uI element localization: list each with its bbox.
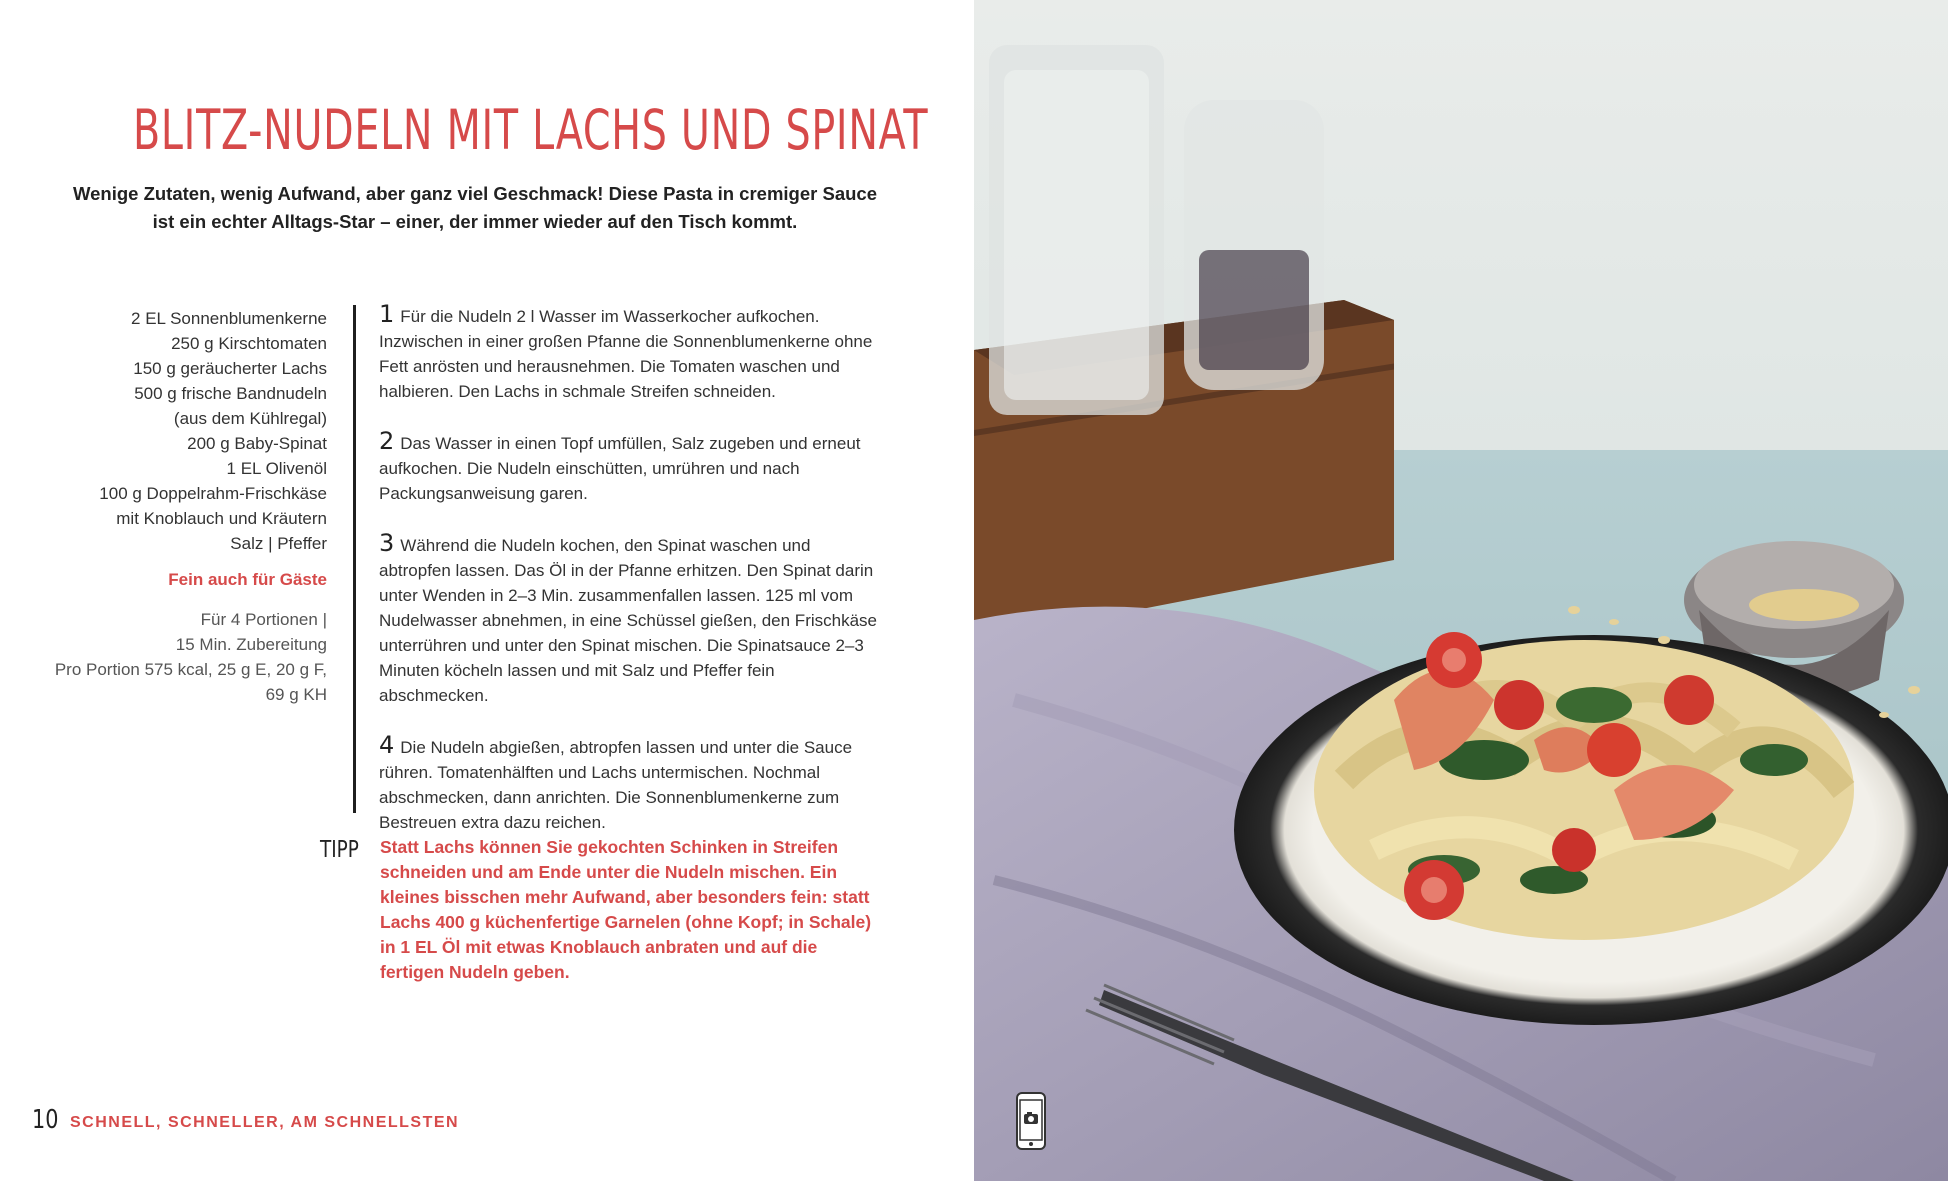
recipe-title: BLITZ-NUDELN MIT LACHS UND SPINAT [133, 98, 929, 162]
prep-time: 15 Min. Zubereitung [175, 635, 327, 654]
ingredient-item: 2 EL Sonnenblumenkerne [131, 309, 327, 328]
step-text: Das Wasser in einen Topf umfüllen, Salz zugeben und erneut aufkochen. Die Nudeln einschütten, umrühren und nach Packungsanweisung garen. [379, 434, 861, 503]
tip-text: Statt Lachs können Sie gekochten Schinken in Streifen schneiden und am Ende unter die Nudeln mischen. Ein kleines bisschen mehr Aufwand, aber besonders fein: statt Lachs 400 g küchenfertige Garnelen (ohne Kopf; in Schale) in 1 EL Öl mit etwas Knoblauch anbraten und auf die fertigen Nudeln geben. [380, 837, 872, 982]
step-2 [379, 429, 884, 506]
step-number: 3 [379, 529, 395, 557]
ingredient-item: 500 g frische Bandnudeln [134, 384, 327, 403]
ingredient-item: 100 g Doppelrahm-Frischkäse [99, 484, 327, 503]
step-text: Während die Nudeln kochen, den Spinat waschen und abtropfen lassen. Das Öl in der Pfanne erhitzen. Den Spinat darin unter Wenden in 2–3 Min. zusammenfallen lassen. 125 ml vom Nudelwasser abnehmen, in eine Schüssel gießen, den Frischkäse unterrühren und unter den Spinat mischen. Die Spinatsauce 2–3 Minuten köcheln lassen und mit Salz und Pfeffer fein abschmecken. [379, 536, 877, 705]
page-number: 10 [32, 1105, 59, 1135]
ingredient-item: 150 g geräucherter Lachs [133, 359, 327, 378]
step-list [379, 302, 884, 860]
step-1 [379, 302, 884, 404]
step-number: 1 [379, 300, 395, 328]
recipe-photo [974, 0, 1948, 1181]
ingredient-item: 200 g Baby-Spinat [187, 434, 327, 453]
column-divider [353, 305, 356, 813]
step-text: Für die Nudeln 2 l Wasser im Wasserkocher aufkochen. Inzwischen in einer großen Pfanne die Sonnenblumenkerne ohne Fett anrösten und herausnehmen. Die Tomaten waschen und halbieren. Den Lachs in schmale Streifen schneiden. [379, 307, 873, 401]
ingredient-item: 250 g Kirschtomaten [171, 334, 327, 353]
recipe-intro: Wenige Zutaten, wenig Aufwand, aber ganz viel Geschmack! Diese Pasta in cremiger Sauce ist ein echter Alltags-Star – einer, der immer wieder auf den Tisch kommt. [73, 183, 877, 232]
recipe-meta [50, 607, 327, 707]
ingredient-item: mit Knoblauch und Kräutern [116, 509, 327, 528]
step-number: 4 [379, 731, 395, 759]
pasta-dish-photo [974, 0, 1948, 1181]
section-title: SCHNELL, SCHNELLER, AM SCHNELLSTEN [70, 1114, 460, 1131]
guest-tag: Fein auch für Gäste [168, 570, 327, 589]
ingredient-item: 1 EL Olivenöl [226, 459, 327, 478]
ingredient-list [50, 306, 327, 556]
nutrition: Pro Portion 575 kcal, 25 g E, 20 g F, 69 g KH [54, 660, 327, 704]
camera-phone-icon [1016, 1092, 1046, 1150]
step-3 [379, 531, 884, 708]
ingredient-item: (aus dem Kühlregal) [173, 409, 327, 428]
step-4 [379, 733, 884, 835]
ingredient-item: Salz | Pfeffer [230, 534, 327, 553]
step-text: Die Nudeln abgießen, abtropfen lassen und unter die Sauce rühren. Tomatenhälften und Lachs untermischen. Nochmal abschmecken, dann anrichten. Die Sonnenblumenkerne zum Bestreuen extra dazu reichen. [379, 738, 853, 832]
portions: Für 4 Portionen | [200, 610, 327, 629]
step-number: 2 [379, 427, 395, 455]
tip-label: TIPP [320, 837, 359, 863]
